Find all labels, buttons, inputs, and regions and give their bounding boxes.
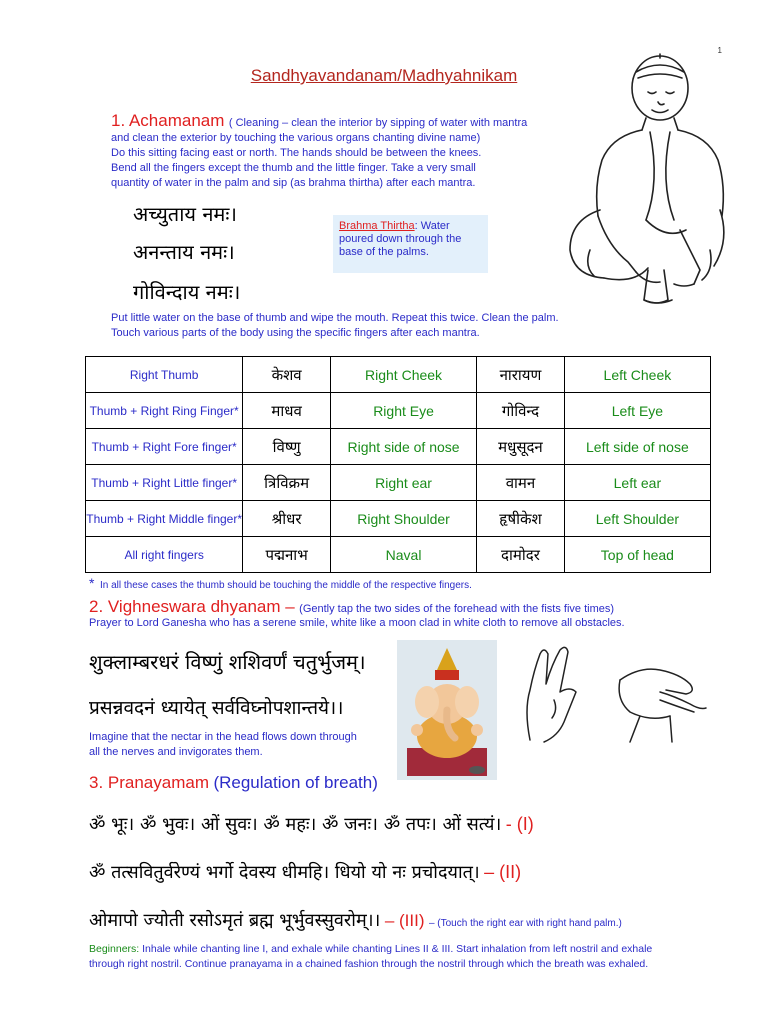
table-row [86, 429, 711, 465]
after-line1: Put little water on the base of thumb and wipe the mouth. Repeat this twice. Clean the palm. [111, 312, 559, 324]
mantra-achyutaya: अच्युताय नमः। [133, 202, 238, 226]
body-part-cell: Top of head [564, 537, 710, 573]
table-row [86, 465, 711, 501]
achamanam-line4: Bend all the fingers except the thumb and the little finger. Take a very small [111, 162, 476, 174]
touch-table-body [86, 357, 711, 573]
page-number: 1 [717, 46, 722, 55]
body-part-cell: Right Shoulder [330, 501, 476, 537]
pranayamam-line3-note: – (Touch the right ear with right hand palm.) [428, 918, 622, 929]
beginners-line1 [89, 942, 652, 957]
finger-cell: Thumb + Right Fore finger* [86, 429, 243, 465]
pranayamam-line1-tag: - (I) [505, 814, 534, 834]
finger-cell: Thumb + Right Ring Finger* [86, 393, 243, 429]
mantra-name-cell: वामन [477, 465, 565, 501]
beginners-line2: through right nostril. Continue pranayama in a chained fashion through the nostril through which the breath was exhaled. [89, 958, 649, 970]
footnote-star: * [89, 575, 95, 591]
imagine-line2: all the nerves and invigorates them. [89, 746, 263, 758]
footnote-text: In all these cases the thumb should be touching the middle of the respective fingers. [100, 580, 472, 591]
note-term: Brahma Thirtha [339, 220, 415, 232]
page-title: Sandhyavandanam/Madhyahnikam [250, 66, 518, 85]
body-part-cell: Right side of nose [330, 429, 476, 465]
pranayamam-heading: 3. Pranayamam [89, 773, 209, 792]
body-part-cell: Naval [330, 537, 476, 573]
pranayamam-line2-row [89, 860, 521, 884]
body-part-cell: Right ear [330, 465, 476, 501]
table-row [86, 357, 711, 393]
ganesha-picture [397, 640, 497, 780]
vighneswara-mantra2: प्रसन्नवदनं ध्यायेत् सर्वविघ्नोपशान्तये।। [89, 697, 344, 719]
body-part-cell: Left ear [564, 465, 710, 501]
beginners-label: Beginners: [89, 943, 140, 955]
achamanam-line2: and clean the exterior by touching the various organs chanting divine name) [111, 132, 481, 144]
finger-cell: All right fingers [86, 537, 243, 573]
mantra-govindaya: गोविन्दाय नमः। [133, 280, 241, 304]
table-row [86, 537, 711, 573]
vighneswara-heading-line [89, 597, 729, 617]
mantra-name-cell: विष्णु [243, 429, 331, 465]
finger-cell: Thumb + Right Middle finger* [86, 501, 243, 537]
finger-cell: Right Thumb [86, 357, 243, 393]
mantra-name-cell: गोविन्द [477, 393, 565, 429]
pranayamam-subheading: (Regulation of breath) [213, 773, 378, 792]
body-part-cell: Right Cheek [330, 357, 476, 393]
mantra-name-cell: दामोदर [477, 537, 565, 573]
body-part-cell: Right Eye [330, 393, 476, 429]
beginners-text1: Inhale while chanting line I, and exhale while chanting Lines II & III. Start inhalation from left nostril and exhale [139, 943, 653, 955]
mantra-name-cell: नारायण [477, 357, 565, 393]
mantra-name-cell: मधुसूदन [477, 429, 565, 465]
achamanam-line1: ( Cleaning – clean the interior by sipping of water with mantra [228, 117, 528, 129]
pranayamam-line3: ओमापो ज्योती रसोऽमृतं ब्रह्म भूर्भुवस्सुवरोम्।। [89, 910, 381, 931]
body-part-cell: Left Cheek [564, 357, 710, 393]
mantra-name-cell: हृषीकेश [477, 501, 565, 537]
body-part-cell: Left Shoulder [564, 501, 710, 537]
achamanam-line5: quantity of water in the palm and sip (as brahma thirtha) after each mantra. [111, 177, 476, 189]
achamanam-intro [111, 111, 581, 131]
mantra-name-cell: केशव [243, 357, 331, 393]
mantra-name-cell: श्रीधर [243, 501, 331, 537]
pranayamam-line3-row [89, 908, 622, 932]
table-row [86, 501, 711, 537]
achamanam-heading: 1. Achamanam [111, 111, 225, 130]
mantra-anantaya: अनन्ताय नमः। [133, 240, 235, 264]
sitting-figure-illustration [560, 50, 730, 320]
vighneswara-mantra1: शुक्लाम्बरधरं विष्णुं शशिवर्णं चतुर्भुजम्। [89, 650, 366, 674]
mantra-name-cell: माधव [243, 393, 331, 429]
body-part-cell: Left side of nose [564, 429, 710, 465]
after-line2: Touch various parts of the body using the specific fingers after each mantra. [111, 327, 480, 339]
table-row [86, 393, 711, 429]
pranayamam-line2: ॐ तत्सवितुर्वरेण्यं भर्गो देवस्य धीमहि। धियो यो नः प्रचोदयात्। [89, 862, 480, 883]
mantra-name-cell: पद्मनाभ [243, 537, 331, 573]
finger-cell: Thumb + Right Little finger* [86, 465, 243, 501]
imagine-line1: Imagine that the nectar in the head flows down through [89, 731, 357, 743]
pranayamam-line1: ॐ भूः। ॐ भुवः। ओं सुवः। ॐ महः। ॐ जनः। ॐ तपः। ओं सत्यं। [89, 814, 502, 835]
achamanam-line3: Do this sitting facing east or north. The hands should be between the knees. [111, 147, 482, 159]
vighneswara-heading: 2. Vighneswara dhyanam – [89, 597, 295, 616]
pranayamam-line1-row [89, 812, 534, 836]
body-part-cell: Left Eye [564, 393, 710, 429]
pranayamam-heading-line [89, 773, 378, 793]
tapping-hands-illustration [510, 640, 720, 750]
brahma-thirtha-note [333, 215, 488, 273]
pranayamam-line3-tag: – (III) [384, 911, 425, 930]
vighneswara-line2: Prayer to Lord Ganesha who has a serene smile, white like a moon clad in white cloth to remove all obstacles. [89, 617, 625, 629]
touch-table [85, 356, 711, 573]
pranayamam-line2-tag: – (II) [484, 862, 522, 882]
vighneswara-paren: (Gently tap the two sides of the forehead with the fists five times) [299, 603, 615, 615]
note-text: : Water poured down through the base of the palms. [339, 220, 462, 258]
mantra-name-cell: त्रिविक्रम [243, 465, 331, 501]
